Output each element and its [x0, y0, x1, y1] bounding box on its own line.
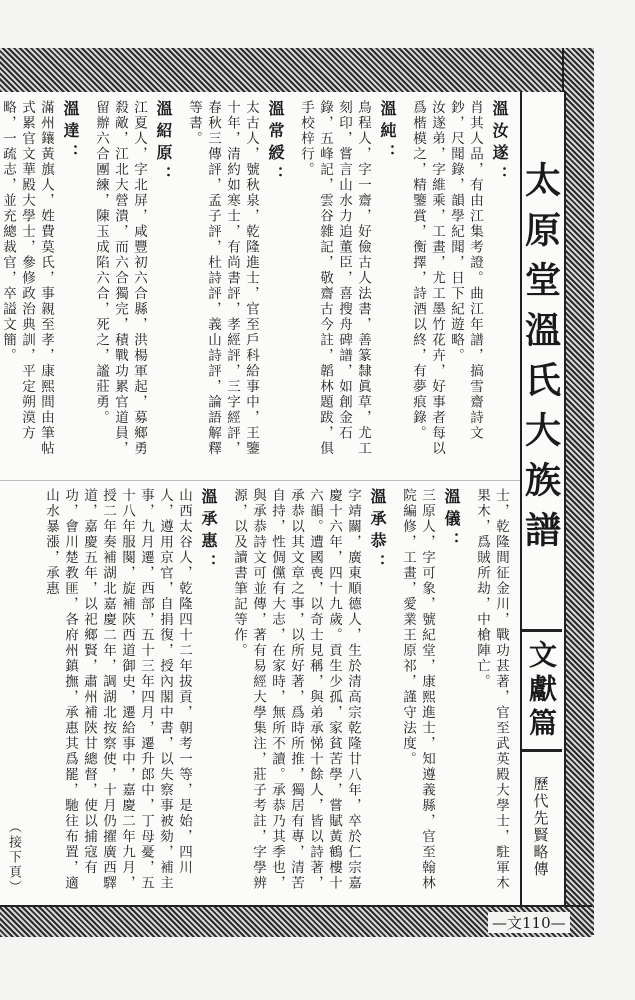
person-name: 溫承惠：	[199, 488, 218, 576]
biography-text: 鳥程人，字一齋，好儉古人法書，善篆隸眞草，尤工刻印，嘗言山水力追董臣，喜搜舟碑譜，如創金石錄，五峰記，雲谷雜記，敬齋古今註，韜林題跋，俱手校梓行。	[298, 100, 371, 457]
biography-text: 士，乾隆間征金川，戰功甚著，官至武英殿大學士，駐軍木果木，爲賊所劫，中槍陣亡。	[474, 488, 509, 891]
page-number: —文110—	[488, 912, 570, 933]
person-name: 溫承恭：	[368, 488, 387, 576]
section-title: 文獻篇	[520, 632, 562, 752]
decorative-border-right	[562, 48, 594, 935]
person-name: 溫達：	[61, 100, 80, 166]
biography-text: 太古人，號秋泉，乾隆進士，官至戶科給事中，王鑒十年，清約如寒士，有尚書評，孝經評，三字經評，春秋三傳評，孟子評，杜詩評，義山詩評，論語解釋等書。	[186, 100, 259, 457]
person-name: 溫純：	[378, 100, 397, 166]
person-name: 溫常綬：	[266, 100, 285, 188]
section-subtitle: 歷代先賢略傳	[531, 776, 550, 878]
biography-text: 滿州鑲黃旗人，姓費莫氏，事親至孝，康熙間由筆帖式累官文華殿大學士，參修政治典訓，平定朔漠方略，一疏志，並充總裁官，卒謚文簡。	[0, 100, 54, 457]
decorative-border-top	[0, 48, 592, 94]
section-divider	[0, 480, 520, 481]
biography-text: 山西太谷人，乾隆四十二年拔貢，朝考一等，是始，四川人，遵用京官，自捐復，授內閣中書，以失察事被劾，補主事，九月遷，西部，五十三年四月，遷升郎中，丁母憂，五十八年服闋，旋補陝西道御史，遷給事中，嘉慶二年九月，授二年奏補湖北嘉慶二年，調湖北按察使，十月仍擢廣西驛道，嘉慶五年，以祀鄉賢，肅州補陝甘總督，使以捕寇有功，會川楚教匪，各府州鎮撫，承惠其爲罷，馳往布置，適山水暴漲，承惠	[43, 488, 192, 891]
biography-text: 三原人，字可象，號紀堂，康熙進士，知遵義縣，官至翰林院編修，工畫，愛業王原祁，謹守法度。	[400, 488, 435, 891]
biography-text: 字靖關，廣東順德人，生於清高宗乾隆廿八年，卒於仁宗嘉慶十六年，四十九歲。貢生少孤，家貧苦學，嘗賦黃鶴樓十六韻。遭國喪，以奇士見稱，與弟承悌十餘人，皆以詩著，承恭以其文章之事，以所好著，爲時所推，獨居有專，清苦自持，性倜儻有大志，在家時，無所不讀。承恭乃其季也，與承恭詩文可並傳，著有易經大學集注，莊子考註，字學辨源，以及讀書筆記等作。	[231, 488, 361, 891]
continued-note: （接下頁）	[6, 820, 21, 895]
person-name: 溫紹原：	[154, 100, 173, 188]
person-name: 溫汝遂：	[490, 100, 509, 188]
person-name: 溫儀：	[442, 488, 461, 554]
biography-text: 肖其人品，有由江集考證。曲江年譜，搞雪齋詩文鈔，尺聞錄，韻學紀聞，日下紀遊略。 汝遂弟，字維乘，工畫，尤工墨竹花卉，好事者每以爲楷模之，精鑒賞，衡擇，詩酒以終，有夢痕錄。	[410, 100, 483, 457]
biography-text: 江夏人，字北屏，咸豐初六合縣，洪楊軍起，募鄉勇殺敵，江北大營潰，而六合獨完，積戰功累官道員，留辦六合團練，陳玉成陷六合，死之，謐莊勇。	[93, 100, 147, 457]
book-title: 太原堂溫氏大族譜	[520, 92, 562, 632]
